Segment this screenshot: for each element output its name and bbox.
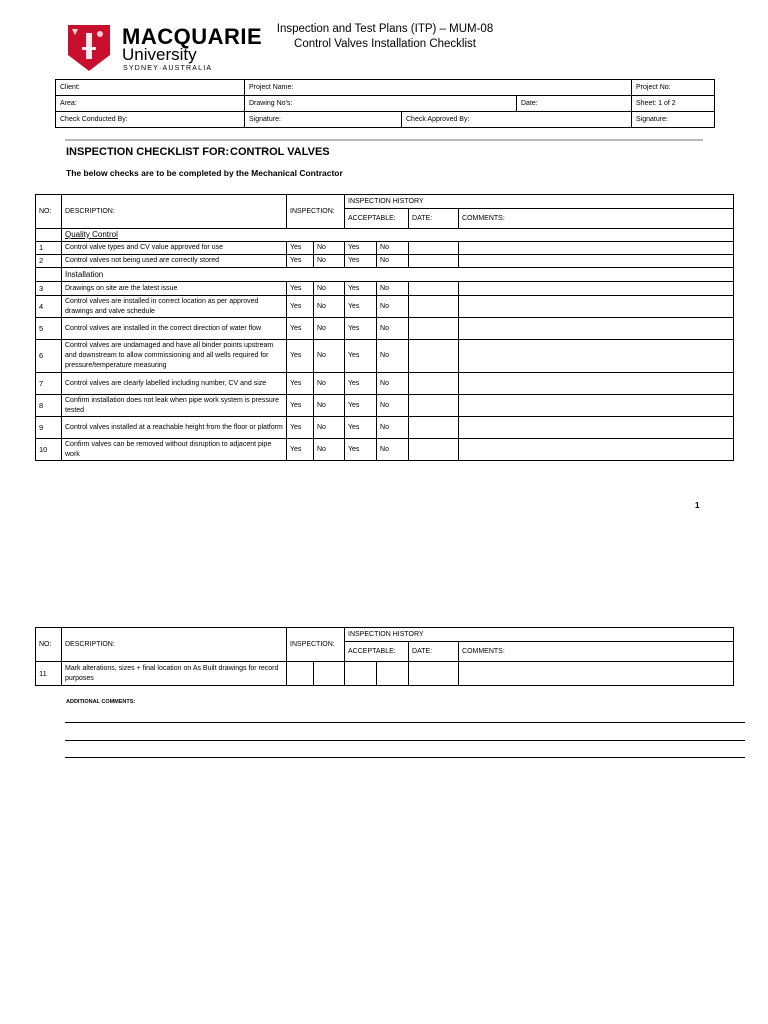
drawing-nos-field: Drawing No's: bbox=[245, 96, 517, 112]
header-acceptable: ACCEPTABLE: bbox=[345, 209, 409, 229]
acceptable-yes-option[interactable]: Yes bbox=[345, 296, 377, 318]
date-cell[interactable] bbox=[409, 373, 459, 395]
table-row bbox=[36, 373, 734, 395]
check-approved-field: Check Approved By: bbox=[402, 112, 632, 128]
row-description: Control valves installed at a reachable height from the floor or platform bbox=[62, 417, 287, 439]
row-description: Control valves are installed in the correct direction of water flow bbox=[62, 318, 287, 340]
logo-wordmark: MACQUARIE bbox=[122, 24, 263, 49]
date-cell[interactable] bbox=[409, 255, 459, 268]
row-number: 9 bbox=[36, 417, 62, 439]
date-cell[interactable] bbox=[409, 395, 459, 417]
header-no: NO: bbox=[36, 628, 62, 662]
inspection-no-option[interactable]: No bbox=[314, 395, 345, 417]
acceptable-yes-cell[interactable] bbox=[345, 662, 377, 686]
header-inspection: INSPECTION: bbox=[287, 195, 345, 229]
table-row bbox=[36, 395, 734, 417]
acceptable-no-option[interactable]: No bbox=[377, 255, 409, 268]
check-conducted-field: Check Conducted By: bbox=[56, 112, 245, 128]
table-row bbox=[36, 255, 734, 268]
acceptable-yes-option[interactable]: Yes bbox=[345, 373, 377, 395]
checklist-instruction: The below checks are to be completed by the Mechanical Contractor bbox=[66, 168, 343, 178]
inspection-yes-option[interactable]: Yes bbox=[287, 395, 314, 417]
acceptable-no-option[interactable]: No bbox=[377, 373, 409, 395]
row-description: Control valves are clearly labelled including number, CV and size bbox=[62, 373, 287, 395]
comment-line[interactable] bbox=[65, 757, 745, 758]
date-cell[interactable] bbox=[409, 417, 459, 439]
inspection-yes-option[interactable]: Yes bbox=[287, 439, 314, 461]
date-cell[interactable] bbox=[409, 282, 459, 296]
inspection-no-cell[interactable] bbox=[314, 662, 345, 686]
row-description: Control valve types and CV value approved for use bbox=[62, 242, 287, 255]
acceptable-yes-option[interactable]: Yes bbox=[345, 282, 377, 296]
header-inspection-history: INSPECTION HISTORY bbox=[345, 195, 734, 209]
inspection-no-option[interactable]: No bbox=[314, 296, 345, 318]
row-number: 2 bbox=[36, 255, 62, 268]
row-number: 5 bbox=[36, 318, 62, 340]
table-row bbox=[36, 318, 734, 340]
document-title: Inspection and Test Plans (ITP) – MUM-08 bbox=[276, 23, 494, 35]
header-description: DESCRIPTION: bbox=[62, 628, 287, 662]
acceptable-no-option[interactable]: No bbox=[377, 395, 409, 417]
project-info-table bbox=[55, 79, 715, 128]
date-cell[interactable] bbox=[409, 662, 459, 686]
document-subtitle: Control Valves Installation Checklist bbox=[294, 38, 476, 50]
inspection-yes-option[interactable]: Yes bbox=[287, 242, 314, 255]
inspection-no-option[interactable]: No bbox=[314, 439, 345, 461]
comments-cell[interactable] bbox=[459, 255, 734, 268]
sheet-field: Sheet: 1 of 2 bbox=[632, 96, 715, 112]
row-description: Confirm installation does not leak when pipe work system is pressure tested bbox=[62, 395, 287, 417]
comments-cell[interactable] bbox=[459, 439, 734, 461]
header-no: NO: bbox=[36, 195, 62, 229]
header-description: DESCRIPTION: bbox=[62, 195, 287, 229]
row-number: 1 bbox=[36, 242, 62, 255]
row-number: 3 bbox=[36, 282, 62, 296]
project-name-field: Project Name: bbox=[245, 80, 632, 96]
header-inspection: INSPECTION: bbox=[287, 628, 345, 662]
inspection-yes-option[interactable]: Yes bbox=[287, 340, 314, 373]
row-description: Drawings on site are the latest issue bbox=[62, 282, 287, 296]
comments-cell[interactable] bbox=[459, 296, 734, 318]
signature-field: Signature: bbox=[632, 112, 715, 128]
acceptable-no-option[interactable]: No bbox=[377, 242, 409, 255]
inspection-yes-option[interactable]: Yes bbox=[287, 417, 314, 439]
comment-line[interactable] bbox=[65, 722, 745, 723]
logo-subtitle: University bbox=[122, 45, 197, 64]
acceptable-no-option[interactable]: No bbox=[377, 296, 409, 318]
row-number: 8 bbox=[36, 395, 62, 417]
inspection-yes-option[interactable]: Yes bbox=[287, 296, 314, 318]
acceptable-yes-option[interactable]: Yes bbox=[345, 255, 377, 268]
signature-field: Signature: bbox=[245, 112, 402, 128]
acceptable-no-option[interactable]: No bbox=[377, 318, 409, 340]
inspection-yes-option[interactable]: Yes bbox=[287, 318, 314, 340]
inspection-no-option[interactable]: No bbox=[314, 255, 345, 268]
project-no-field: Project No: bbox=[632, 80, 715, 96]
checklist-heading: INSPECTION CHECKLIST FOR: bbox=[66, 146, 230, 158]
acceptable-yes-option[interactable]: Yes bbox=[345, 318, 377, 340]
inspection-yes-option[interactable]: Yes bbox=[287, 282, 314, 296]
table-row bbox=[36, 340, 734, 373]
comments-cell[interactable] bbox=[459, 242, 734, 255]
header-inspection-history: INSPECTION HISTORY bbox=[345, 628, 734, 642]
inspection-no-option[interactable]: No bbox=[314, 417, 345, 439]
comments-cell[interactable] bbox=[459, 318, 734, 340]
header-comments: COMMENTS: bbox=[459, 642, 734, 662]
date-cell[interactable] bbox=[409, 318, 459, 340]
acceptable-yes-option[interactable]: Yes bbox=[345, 439, 377, 461]
row-number: 6 bbox=[36, 340, 62, 373]
inspection-yes-option[interactable]: Yes bbox=[287, 373, 314, 395]
acceptable-no-option[interactable]: No bbox=[377, 417, 409, 439]
row-number: 11 bbox=[36, 662, 62, 686]
header-acceptable: ACCEPTABLE: bbox=[345, 642, 409, 662]
inspection-no-option[interactable]: No bbox=[314, 373, 345, 395]
date-field: Date: bbox=[517, 96, 632, 112]
inspection-yes-option[interactable]: Yes bbox=[287, 255, 314, 268]
comments-cell[interactable] bbox=[459, 340, 734, 373]
comments-cell[interactable] bbox=[459, 395, 734, 417]
acceptable-yes-option[interactable]: Yes bbox=[345, 340, 377, 373]
row-number: 7 bbox=[36, 373, 62, 395]
divider bbox=[65, 139, 703, 141]
acceptable-yes-option[interactable]: Yes bbox=[345, 395, 377, 417]
inspection-yes-cell[interactable] bbox=[287, 662, 314, 686]
section-installation: Installation bbox=[62, 268, 734, 282]
acceptable-no-option[interactable]: No bbox=[377, 439, 409, 461]
checklist-table-page2 bbox=[35, 627, 734, 686]
acceptable-yes-option[interactable]: Yes bbox=[345, 417, 377, 439]
date-cell[interactable] bbox=[409, 439, 459, 461]
row-description: Control valves not being used are correctly stored bbox=[62, 255, 287, 268]
inspection-no-option[interactable]: No bbox=[314, 340, 345, 373]
header-comments: COMMENTS: bbox=[459, 209, 734, 229]
comment-line[interactable] bbox=[65, 740, 745, 741]
table-row bbox=[36, 282, 734, 296]
acceptable-no-option[interactable]: No bbox=[377, 340, 409, 373]
row-number: 4 bbox=[36, 296, 62, 318]
acceptable-yes-option[interactable]: Yes bbox=[345, 242, 377, 255]
section-quality-control: Quality Control bbox=[62, 229, 734, 242]
date-cell[interactable] bbox=[409, 242, 459, 255]
university-shield-logo bbox=[68, 25, 110, 71]
table-row bbox=[36, 296, 734, 318]
checklist-table bbox=[35, 194, 734, 461]
date-cell[interactable] bbox=[409, 340, 459, 373]
page-number: 1 bbox=[695, 501, 700, 510]
acceptable-no-cell[interactable] bbox=[377, 662, 409, 686]
table-row bbox=[36, 242, 734, 255]
table-row bbox=[36, 439, 734, 461]
inspection-no-option[interactable]: No bbox=[314, 282, 345, 296]
row-number: 10 bbox=[36, 439, 62, 461]
date-cell[interactable] bbox=[409, 296, 459, 318]
checklist-subject: CONTROL VALVES bbox=[230, 146, 330, 158]
area-field: Area: bbox=[56, 96, 245, 112]
comments-cell[interactable] bbox=[459, 282, 734, 296]
header-date: DATE: bbox=[409, 642, 459, 662]
row-description: Mark alterations, sizes + final location on As Built drawings for record purposes bbox=[62, 662, 287, 686]
comments-cell[interactable] bbox=[459, 373, 734, 395]
row-description: Confirm valves can be removed without disruption to adjacent pipe work bbox=[62, 439, 287, 461]
comments-cell[interactable] bbox=[459, 662, 734, 686]
acceptable-no-option[interactable]: No bbox=[377, 282, 409, 296]
table-row bbox=[36, 662, 734, 686]
inspection-no-option[interactable]: No bbox=[314, 242, 345, 255]
comments-cell[interactable] bbox=[459, 417, 734, 439]
table-row bbox=[36, 417, 734, 439]
logo-tagline: SYDNEY·AUSTRALIA bbox=[123, 65, 213, 72]
client-field: Client: bbox=[56, 80, 245, 96]
header-date: DATE: bbox=[409, 209, 459, 229]
row-description: Control valves are undamaged and have all binder points upstream and downstream to allow commissioning and all wells required for pressure/temperature measuring bbox=[62, 340, 287, 373]
additional-comments-label: ADDITIONAL COMMENTS: bbox=[66, 699, 136, 705]
inspection-no-option[interactable]: No bbox=[314, 318, 345, 340]
row-description: Control valves are installed in correct location as per approved drawings and valve schedule bbox=[62, 296, 287, 318]
